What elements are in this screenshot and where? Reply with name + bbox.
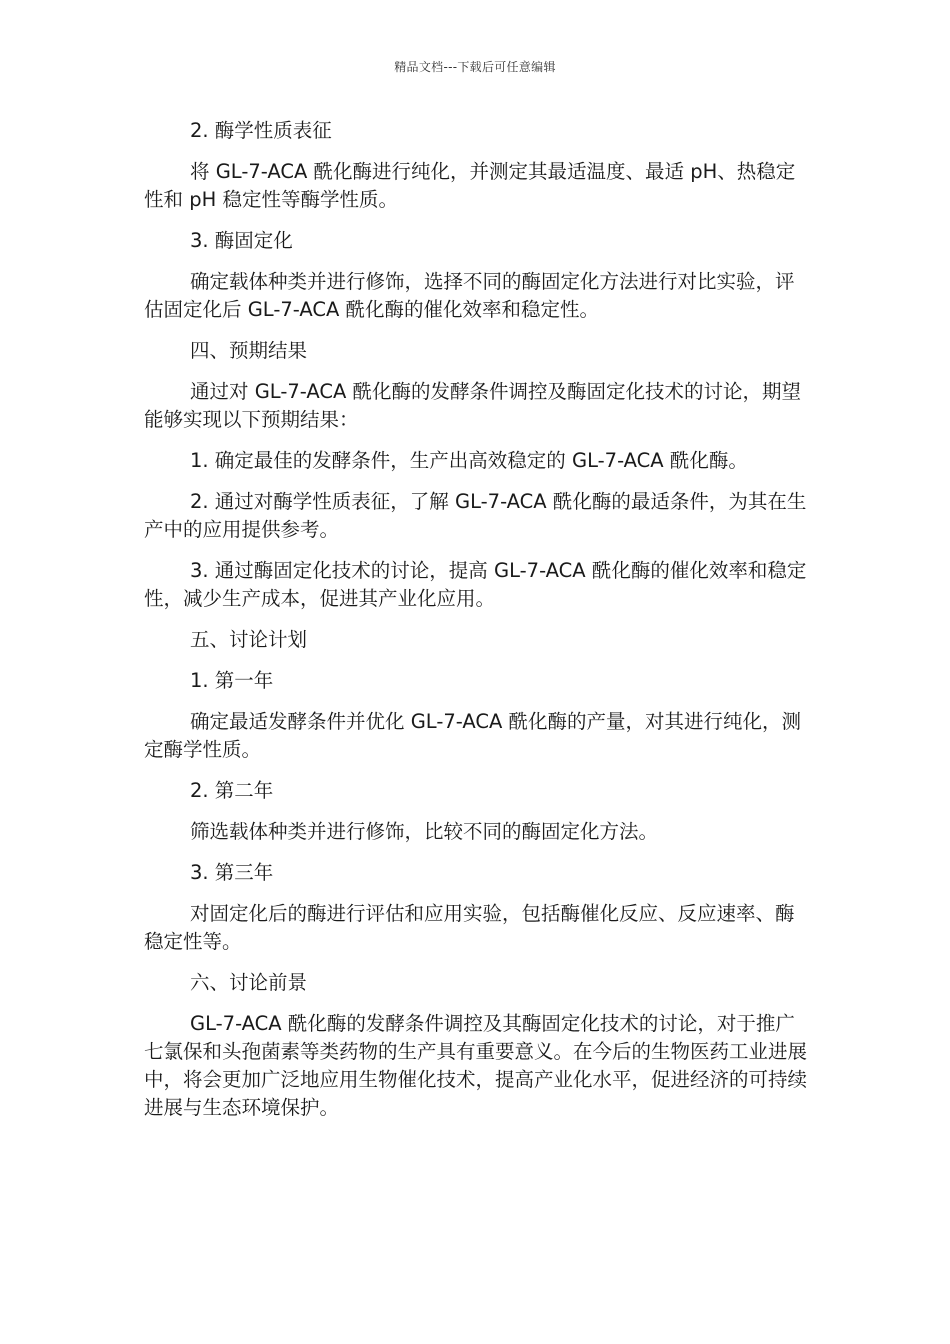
paragraph-enzyme-immobilization: 确定载体种类并进行修饰，选择不同的酶固定化方法进行对比实验，评估固定化后 GL-7-ACA 酰化酶的催化效率和稳定性。 — [144, 270, 795, 321]
paragraph-year-3: 对固定化后的酶进行评估和应用实验，包括酶催化反应、反应速率、酶稳定性等。 — [144, 902, 795, 953]
subheading-year-2: 2. 第二年 — [190, 779, 274, 802]
section-heading-research-plan: 五、讨论计划 — [190, 628, 308, 651]
list-item-result-3: 3. 通过酶固定化技术的讨论，提高 GL-7-ACA 酰化酶的催化效率和稳定性，减少生产成本，促进其产业化应用。 — [144, 559, 807, 610]
section-heading-enzyme-immobilization: 3. 酶固定化 — [190, 229, 293, 252]
document-body — [144, 117, 809, 1135]
page-header: 精品文档---下载后可任意编辑 — [394, 60, 556, 74]
section-heading-expected-results: 四、预期结果 — [190, 339, 308, 362]
list-item-result-2: 2. 通过对酶学性质表征，了解 GL-7-ACA 酰化酶的最适条件，为其在生产中的应用提供参考。 — [144, 490, 807, 541]
subheading-year-1: 1. 第一年 — [190, 669, 274, 692]
list-item-result-1: 1. 确定最佳的发酵条件，生产出高效稳定的 GL-7-ACA 酰化酶。 — [190, 449, 748, 472]
paragraph-year-1: 确定最适发酵条件并优化 GL-7-ACA 酰化酶的产量，对其进行纯化，测定酶学性质。 — [144, 710, 802, 761]
section-heading-enzyme-characterization: 2. 酶学性质表征 — [190, 119, 332, 142]
paragraph-expected-results-intro: 通过对 GL-7-ACA 酰化酶的发酵条件调控及酶固定化技术的讨论，期望能够实现以下预期结果： — [144, 380, 802, 431]
paragraph-year-2: 筛选载体种类并进行修饰，比较不同的酶固定化方法。 — [190, 820, 659, 843]
section-heading-prospects: 六、讨论前景 — [190, 971, 308, 994]
subheading-year-3: 3. 第三年 — [190, 861, 274, 884]
paragraph-enzyme-characterization: 将 GL-7-ACA 酰化酶进行纯化，并测定其最适温度、最适 pH、热稳定性和 pH 稳定性等酶学性质。 — [144, 160, 796, 211]
paragraph-prospects: GL-7-ACA 酰化酶的发酵条件调控及其酶固定化技术的讨论，对于推广七氯保和头孢菌素等类药物的生产具有重要意义。在今后的生物医药工业进展中，将会更加广泛地应用生物催化技术，提高产业化水平，促进经济的可持续进展与生态环境保护。 — [144, 1012, 808, 1119]
